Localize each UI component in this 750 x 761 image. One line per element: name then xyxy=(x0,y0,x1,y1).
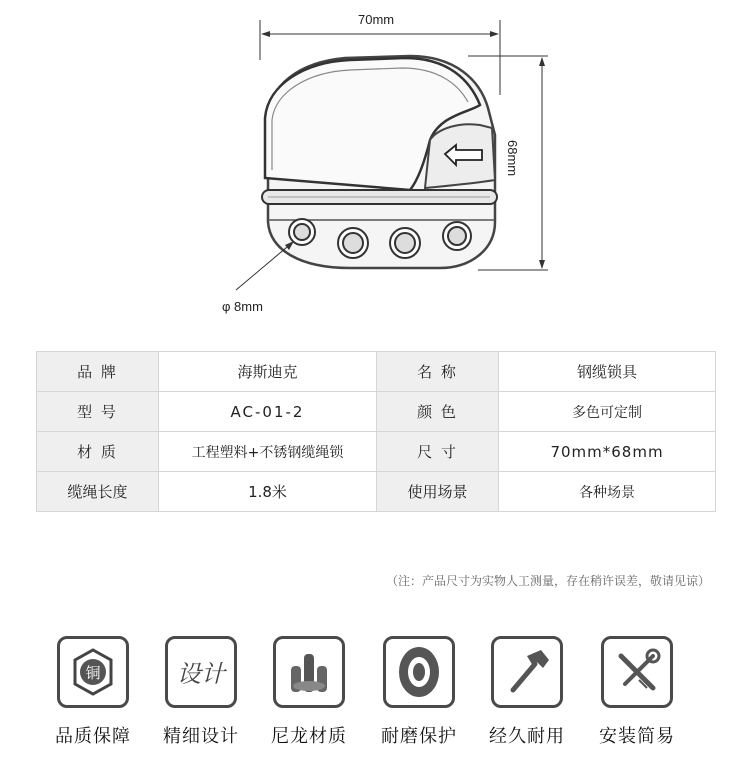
feature-label: 耐磨保护 xyxy=(381,726,457,747)
spec-value: AC-01-2 xyxy=(159,392,377,432)
design-text-icon xyxy=(165,636,237,708)
spec-label: 颜 色 xyxy=(377,392,499,432)
lock-outline-drawing xyxy=(0,0,750,330)
feature-install xyxy=(582,636,692,748)
svg-text:设计: 设计 xyxy=(177,660,225,688)
table-row xyxy=(37,352,716,392)
spec-label: 使用场景 xyxy=(377,472,499,512)
feature-wear xyxy=(364,636,474,748)
spec-value: 工程塑料+不锈钢缆绳锁 xyxy=(159,432,377,472)
spec-value: 各种场景 xyxy=(499,472,716,512)
feature-list xyxy=(38,636,728,746)
tools-icon xyxy=(601,636,673,708)
spec-label: 材 质 xyxy=(37,432,159,472)
feature-nylon xyxy=(254,636,364,748)
spec-label: 缆绳长度 xyxy=(37,472,159,512)
feature-label: 安装简易 xyxy=(599,726,675,747)
spec-label: 型 号 xyxy=(37,392,159,432)
feature-label: 尼龙材质 xyxy=(271,726,347,747)
svg-text:铜: 铜 xyxy=(85,664,101,682)
table-row xyxy=(37,472,716,512)
spec-value: 钢缆锁具 xyxy=(499,352,716,392)
spec-value: 多色可定制 xyxy=(499,392,716,432)
feature-label: 精细设计 xyxy=(163,726,239,747)
lock-technical-drawing xyxy=(0,0,750,330)
spec-table xyxy=(36,351,716,512)
feature-design xyxy=(146,636,256,748)
tire-icon xyxy=(383,636,455,708)
spec-label: 名 称 xyxy=(377,352,499,392)
copper-shield-icon xyxy=(57,636,129,708)
spec-value: 1.8米 xyxy=(159,472,377,512)
nylon-material-icon xyxy=(273,636,345,708)
hole-diameter-label: φ 8mm xyxy=(222,299,263,314)
width-dimension-label: 70mm xyxy=(358,12,395,27)
spec-value: 海斯迪克 xyxy=(159,352,377,392)
feature-label: 品质保障 xyxy=(55,726,131,747)
spec-label: 尺 寸 xyxy=(377,432,499,472)
spec-value: 70mm*68mm xyxy=(499,432,716,472)
feature-label: 经久耐用 xyxy=(489,726,565,747)
table-row xyxy=(37,392,716,432)
measurement-note: （注：产品尺寸为实物人工测量，存在稍许误差，敬请见谅） xyxy=(385,574,710,588)
table-row xyxy=(37,432,716,472)
feature-durable xyxy=(472,636,582,748)
feature-quality xyxy=(38,636,148,748)
spec-label: 品 牌 xyxy=(37,352,159,392)
hammer-icon xyxy=(491,636,563,708)
height-dimension-label: 68mm xyxy=(505,140,520,177)
